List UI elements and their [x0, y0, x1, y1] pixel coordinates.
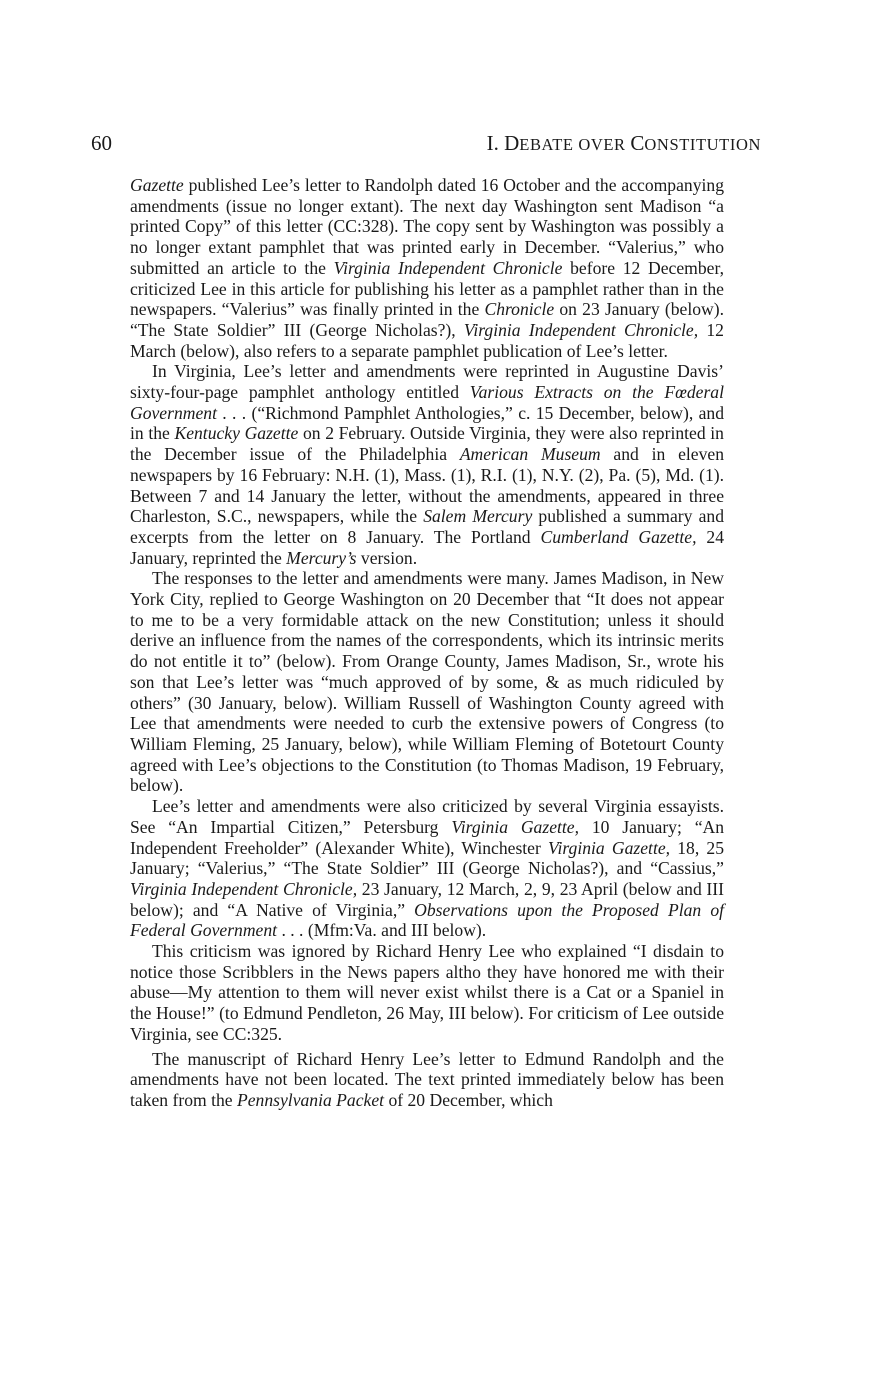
p1-italic-g: Virginia Independent Chronicle, [463, 319, 699, 340]
running-head-initial-1: D [504, 131, 520, 155]
p4-text-i: . . . (Mfm:Va. and III below). [277, 920, 487, 941]
running-head-smallcaps-3: ONSTITUTION [644, 135, 761, 154]
p2-text-e: on 2 February. Outside Virginia, they were also reprinted in the December issue of the Philadelphia [130, 423, 724, 465]
p6-italic-b: Pennsylvania Packet [237, 1089, 385, 1110]
running-head-smallcaps-1: EBATE [519, 135, 574, 154]
p4-italic-b: Virginia Gazette, [451, 816, 579, 837]
p4-text-c: 10 January; “An Independent Freeholder” (Alexander White), Winchester [130, 816, 725, 858]
running-head-smallcaps-2: OVER [573, 135, 631, 154]
p2-italic-f: American Museum [459, 444, 601, 465]
p1-text-d: before 12 December, criticized Lee in this article for publishing his letter as a pamphlet rather than in the newspapers. “Valerius” was finally printed in the [130, 257, 725, 320]
p2-italic-j: Cumberland Gazette, [540, 526, 697, 547]
paragraph-6 [130, 1049, 724, 1111]
p2-italic-l: Mercury’s [286, 547, 357, 568]
p2-italic-d: Kentucky Gazette [174, 423, 299, 444]
p2-text-c: . . . (“Richmond Pamphlet Anthologies,” c. 15 December, below), and in the [130, 402, 724, 444]
p2-text-g: and in eleven newspapers by 16 February: N.H. (1), Mass. (1), R.I. (1), N.Y. (2), Pa. (5), Md. (1). Between 7 and 14 January the letter, without the amendments, appeared in three Charleston, S.C., newspapers, while the [130, 444, 724, 527]
paragraph-1 [130, 175, 724, 361]
p2-italic-h: Salem Mercury [423, 506, 533, 527]
p1-text-f: on 23 January (below). “The State Soldier” III (George Nicholas?), [130, 299, 724, 340]
p1-text-b: published Lee’s letter to Randolph dated 16 October and the accompanying amendments (issue no longer extant). The next day Washington sent Madison “a printed Copy” of this letter (CC:328). The copy sent by Washington was possibly a no longer extant pamphlet that was printed early in December. “Valerius,” who submitted an article to the [130, 175, 724, 278]
p2-text-i: published a summary and excerpts from the letter on 8 January. The Portland [130, 506, 724, 547]
paragraph-5 [130, 941, 724, 1045]
running-head-initial-2: C [630, 131, 645, 155]
p4-text-e: 18, 25 January; “Valerius,” “The State Soldier” III (George Nicholas?), and “Cassius,” [130, 837, 724, 879]
p4-italic-f: Virginia Independent Chronicle, [130, 878, 358, 899]
body-text [130, 175, 724, 1111]
p4-italic-d: Virginia Gazette, [548, 837, 671, 858]
p2-italic-b: Various Extracts on the Fœderal Government [130, 382, 724, 423]
paragraph-3 [130, 568, 724, 796]
p1-italic-e: Chronicle [484, 299, 555, 320]
p2-text-m: version. [356, 547, 418, 568]
p2-text-a: In Virginia, Lee’s letter and amendments were reprinted in Augustine Davis’ sixty-four-page pamphlet anthology entitled [130, 361, 724, 403]
p4-text-a: Lee’s letter and amendments were also criticized by several Virginia essayists. See “An Impartial Citizen,” Petersburg [130, 796, 724, 837]
paragraph-4 [130, 796, 724, 941]
p1-italic-a: Gazette [130, 175, 184, 195]
p1-italic-c: Virginia Independent Chronicle [333, 257, 563, 278]
p5-text-a: This criticism was ignored by Richard Henry Lee who explained “I disdain to notice those Scribblers in the News papers altho they have honored me with their abuse—My attention to them will never exist whilst there is a Cat or a Spaniel in the House!” (to Edmund Pendleton, 26 May, III below). For criticism of Lee outside Virginia, see CC:325. [130, 941, 724, 1044]
p6-text-a: The manuscript of Richard Henry Lee’s letter to Edmund Randolph and the amendments have not been located. The text printed immediately below has been taken from the [130, 1048, 724, 1110]
p1-text-h: 12 March (below), also refers to a separate pamphlet publication of Lee’s letter. [130, 319, 724, 361]
page-header [91, 128, 761, 158]
running-head-part: I. [486, 131, 505, 155]
p4-text-g: 23 January, 12 March, 2, 9, 23 April (below and III below); and “A Native of Virginia,” [130, 878, 724, 920]
paragraph-2 [130, 361, 724, 568]
running-head [487, 128, 761, 160]
p2-text-k: 24 January, reprinted the [130, 526, 725, 568]
page-number: 60 [91, 131, 112, 155]
p3-text-a: The responses to the letter and amendments were many. James Madison, in New York City, replied to George Washington on 20 December that “It does not appear to me to be a very formidable attack on the new Constitution; unless it should derive an influence from the names of the correspondents, which its intrinsic merits do not entitle it to” (below). From Orange County, James Madison, Sr., wrote his son that Lee’s letter was “much approved of by some, & as much ridiculed by others” (30 January, below). William Russell of Washington County agreed with Lee that amendments were needed to curb the extensive powers of Congress (to William Fleming, 25 January, below), while William Fleming of Botetourt County agreed with Lee’s objections to the Constitution (to Thomas Madison, 19 February, below). [130, 568, 724, 796]
p6-text-c: of 20 December, which [384, 1089, 553, 1110]
p4-italic-h: Observations upon the Proposed Plan of Federal Government [130, 899, 724, 941]
